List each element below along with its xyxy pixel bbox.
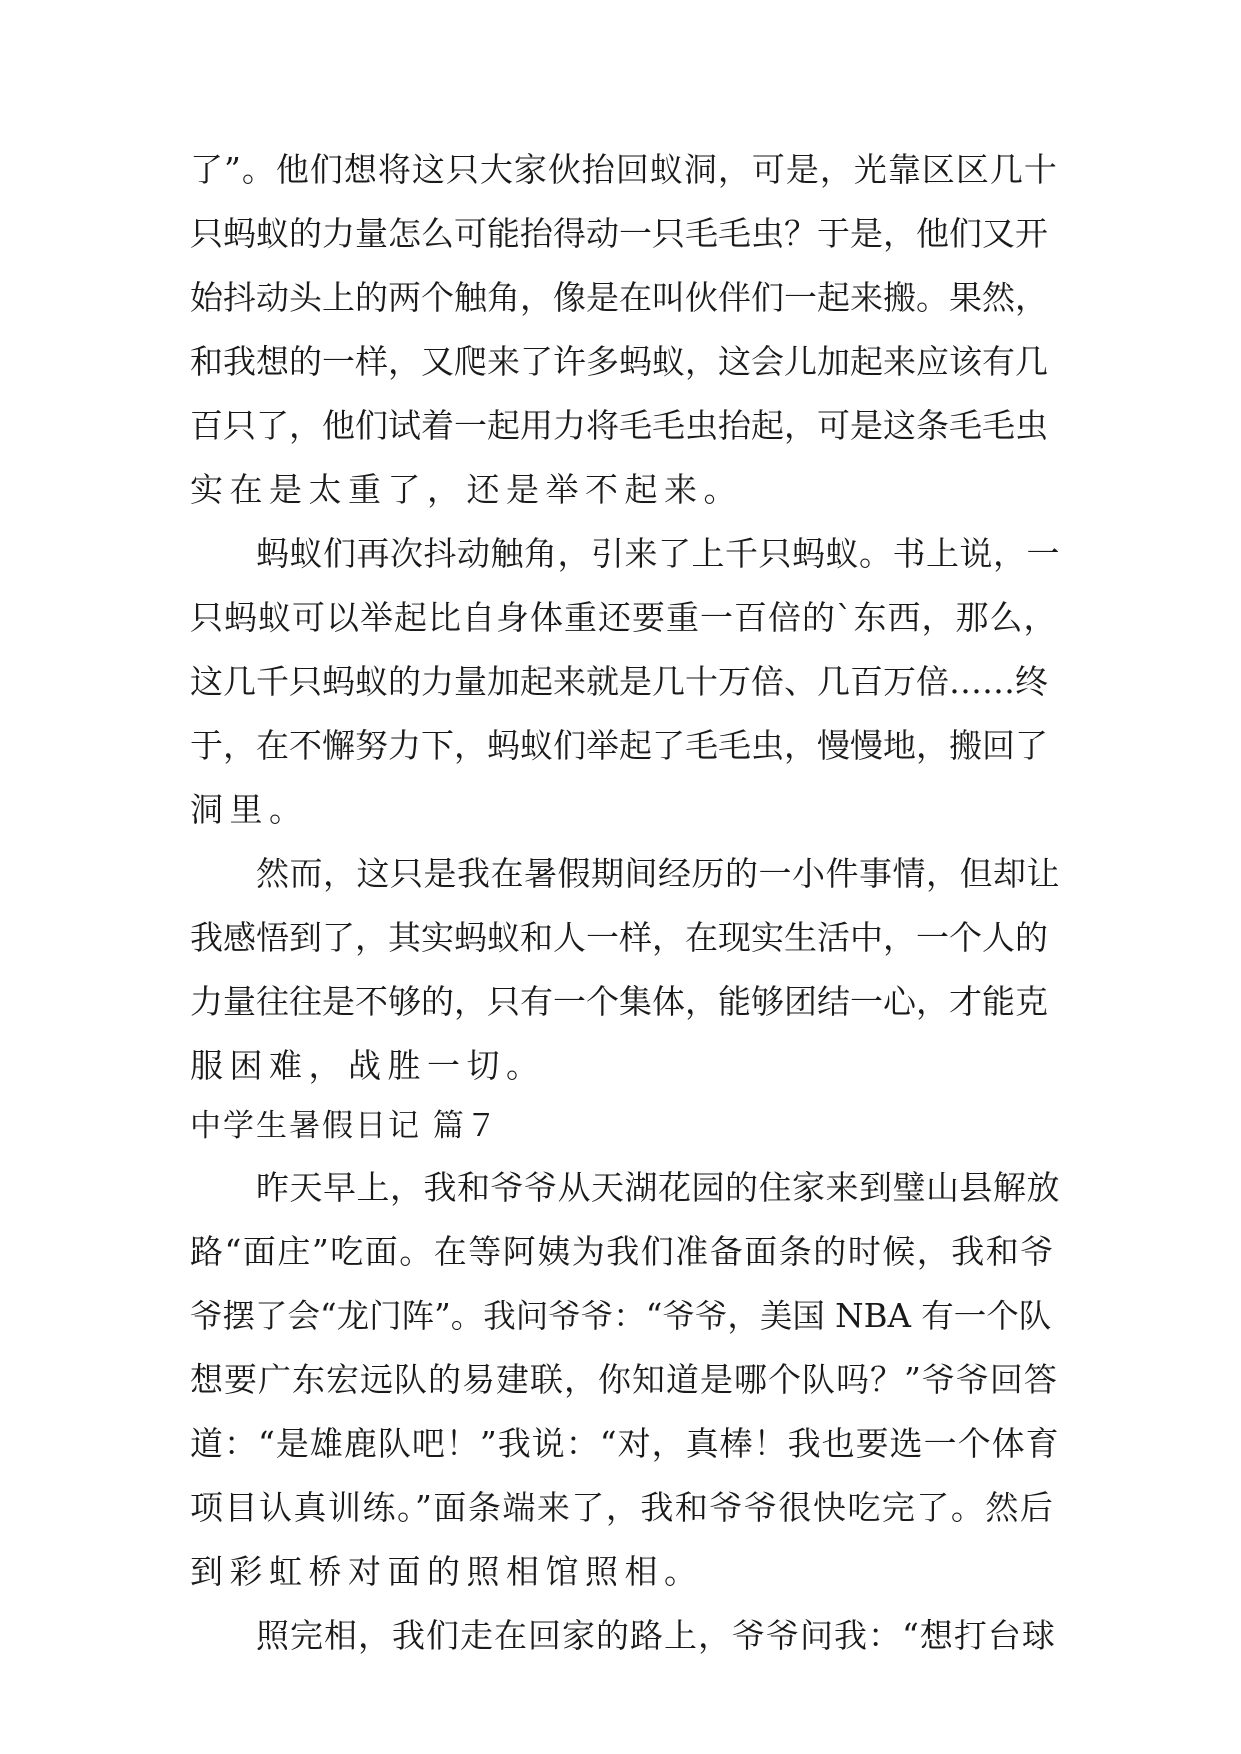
text-line: 路“面庄”吃面。在等阿姨为我们准备面条的时候，我和爷 (190, 1232, 1055, 1271)
text-line: 这几千只蚂蚁的力量加起来就是几十万倍、几百万倍……终 (190, 662, 1048, 701)
section-heading: 中学生暑假日记 篇７ (190, 1108, 499, 1144)
text-line: 实在是太重了，还是举不起来。 (190, 470, 743, 509)
text-line: 了”。他们想将这只大家伙抬回蚁洞，可是，光靠区区几十 (190, 150, 1058, 189)
text-line: 项目认真训练。”面条端来了，我和爷爷很快吃完了。然后 (190, 1488, 1055, 1527)
text-line: 爷摆了会“龙门阵”。我问爷爷：“爷爷，美国 NBA 有一个队 (190, 1297, 1052, 1335)
text-line: 然而，这只是我在暑假期间经历的一小件事情，但却让 (256, 854, 1060, 893)
text-line: 蚂蚁们再次抖动触角，引来了上千只蚂蚁。书上说，一 (256, 534, 1060, 573)
text-line: 于，在不懈努力下，蚂蚁们举起了毛毛虫，慢慢地，搬回了 (190, 726, 1048, 765)
text-line: 百只了，他们试着一起用力将毛毛虫抬起，可是这条毛毛虫 (190, 406, 1048, 445)
text-line: 力量往往是不够的，只有一个集体，能够团结一心，才能克 (190, 982, 1048, 1021)
text-line: 只蚂蚁的力量怎么可能抬得动一只毛毛虫？于是，他们又开 (190, 214, 1048, 253)
text-line: 想要广东宏远队的易建联，你知道是哪个队吗？”爷爷回答 (190, 1360, 1058, 1399)
text-line: 洞里。 (190, 790, 309, 829)
text-line: 昨天早上，我和爷爷从天湖花园的住家来到璧山县解放 (256, 1168, 1060, 1207)
text-line: 我感悟到了，其实蚂蚁和人一样，在现实生活中，一个人的 (190, 918, 1048, 957)
text-line: 道：“是雄鹿队吧！”我说：“对，真棒！我也要选一个体育 (190, 1424, 1060, 1463)
text-line: 服困难，战胜一切。 (190, 1046, 546, 1085)
text-line: 到彩虹桥对面的照相馆照相。 (190, 1552, 704, 1591)
text-line: 和我想的一样，又爬来了许多蚂蚁，这会儿加起来应该有几 (190, 342, 1048, 381)
text-line: 照完相，我们走在回家的路上，爷爷问我：“想打台球 (256, 1616, 1056, 1655)
text-line: 始抖动头上的两个触角，像是在叫伙伴们一起来搬。果然， (190, 278, 1048, 317)
text-line: 只蚂蚁可以举起比自身体重还要重一百倍的`东西，那么， (190, 598, 1058, 637)
